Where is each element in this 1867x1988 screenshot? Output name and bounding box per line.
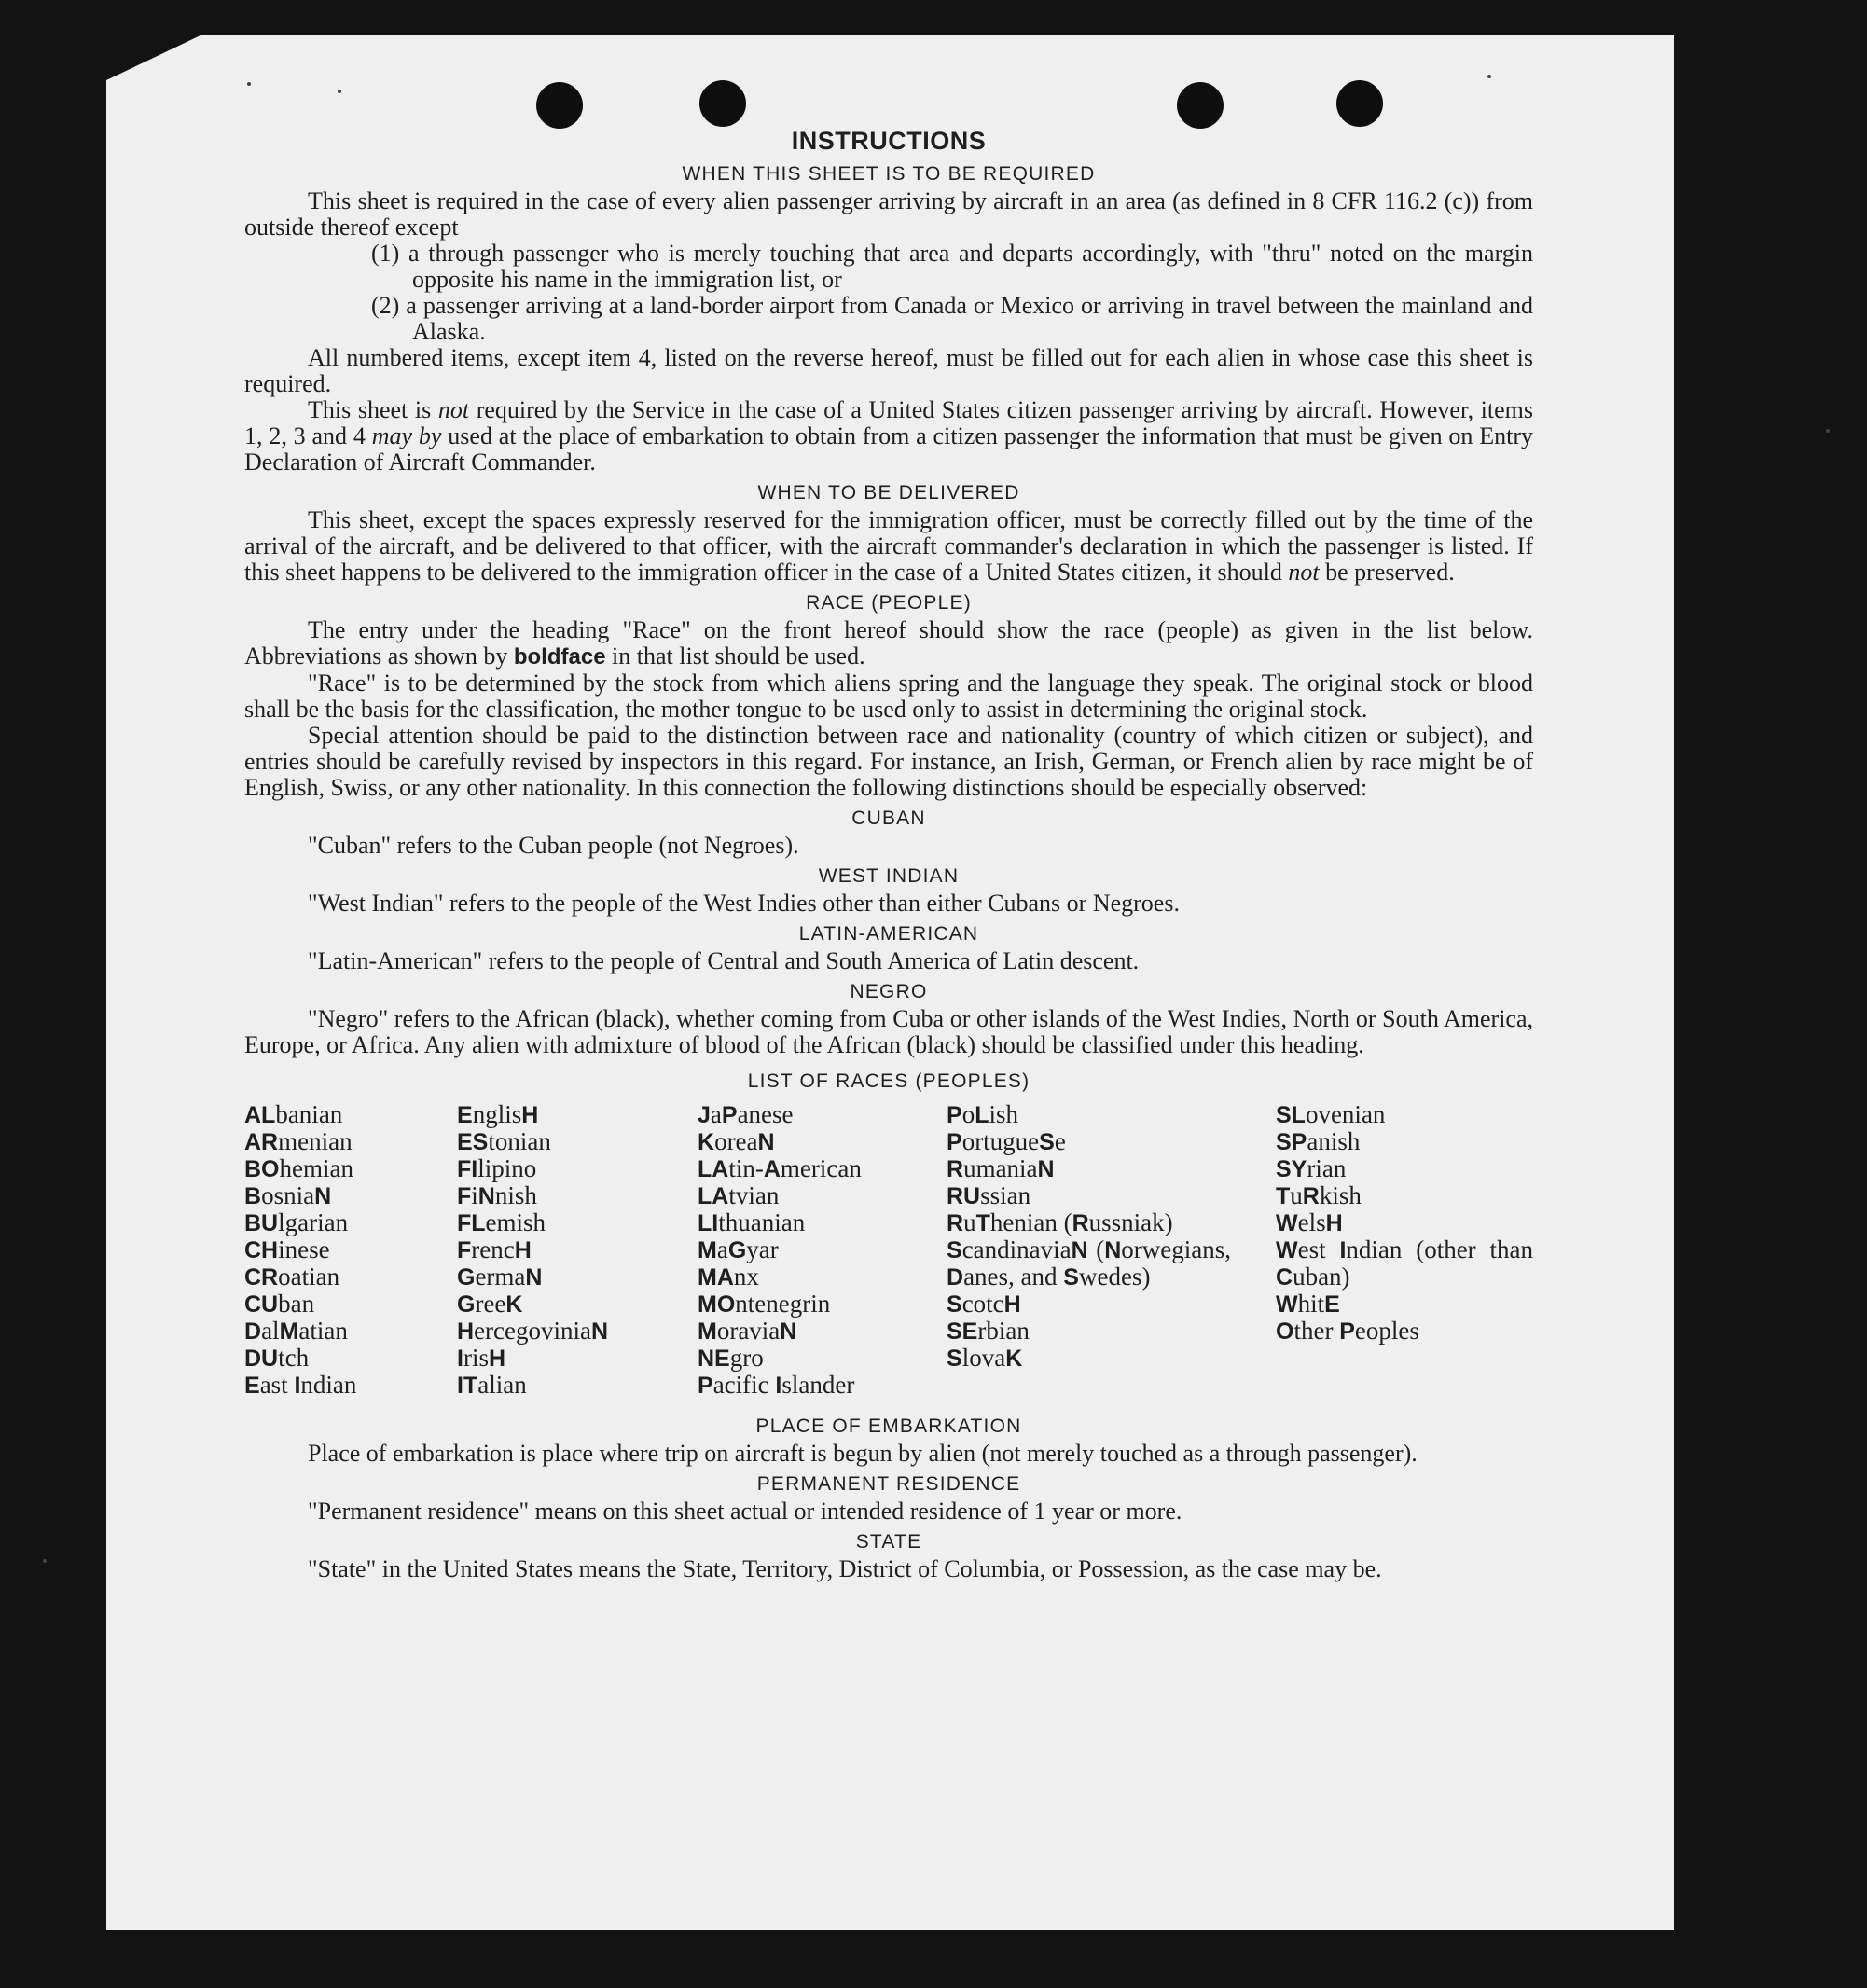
heading-race: RACE (PEOPLE) bbox=[806, 592, 972, 614]
heading-list-of-races: LIST OF RACES (PEOPLES) bbox=[747, 1070, 1030, 1092]
speck bbox=[247, 82, 251, 86]
race-item: HercegoviniaN bbox=[457, 1317, 609, 1345]
heading-negro: NEGRO bbox=[850, 981, 928, 1002]
para-delivered: This sheet, except the spaces expressly reserved for the immigration officer, must be correctly filled out by the time of the arrival of the aircraft, and be delivered to that officer, with the aircraft commander's declaration in which the passenger is listed. If this sheet happens to be delivered to the immigration officer in the case of a United States citizen, it should not be preserved. bbox=[244, 506, 1533, 586]
race-item: CRoatian bbox=[244, 1263, 340, 1291]
race-item: DUtch bbox=[244, 1344, 310, 1372]
para-race-entry: The entry under the heading "Race" on the front hereof should show the race (people) as given in the list below. Abbreviations as shown by boldface in that list should be used. bbox=[244, 616, 1533, 670]
race-item: LAtvian bbox=[698, 1181, 780, 1209]
race-column-5 bbox=[1276, 1101, 1533, 1345]
race-item: MaGyar bbox=[698, 1236, 779, 1263]
race-item: CHinese bbox=[244, 1236, 330, 1263]
race-item: EStonian bbox=[457, 1127, 551, 1155]
race-item: MOntenegrin bbox=[698, 1290, 831, 1318]
race-item: EnglisH bbox=[457, 1100, 539, 1128]
race-item: ITalian bbox=[457, 1371, 527, 1399]
para-numbered-items: All numbered items, except item 4, listed on the reverse hereof, must be filled out for each alien in whose case this sheet is required. bbox=[244, 344, 1533, 397]
speck bbox=[338, 90, 341, 93]
speck bbox=[43, 1559, 47, 1563]
para-west-indian: "West Indian" refers to the people of the West Indies other than either Cubans or Negroes. bbox=[308, 890, 1180, 917]
race-item: ALbanian bbox=[244, 1100, 343, 1128]
race-item: WelsH bbox=[1276, 1208, 1343, 1236]
race-item: GreeK bbox=[457, 1290, 523, 1318]
page-title: INSTRUCTIONS bbox=[791, 127, 987, 155]
race-item: BUlgarian bbox=[244, 1208, 349, 1236]
race-item: NEgro bbox=[698, 1344, 764, 1372]
para-embarkation: Place of embarkation is place where trip on aircraft is begun by alien (not merely touched as a through passenger). bbox=[308, 1440, 1418, 1467]
race-item: SYrian bbox=[1276, 1154, 1347, 1182]
race-item: BosniaN bbox=[244, 1181, 332, 1209]
heading-latin-american: LATIN-AMERICAN bbox=[798, 923, 979, 945]
race-item: DalMatian bbox=[244, 1317, 348, 1345]
race-item: FLemish bbox=[457, 1208, 546, 1236]
race-item: SErbian bbox=[947, 1317, 1030, 1345]
race-item: ARmenian bbox=[244, 1127, 353, 1155]
para-cuban: "Cuban" refers to the Cuban people (not Negroes). bbox=[308, 832, 799, 859]
race-item: ScandinaviaN (Norwegians, Danes, and Swedes) bbox=[947, 1236, 1231, 1291]
race-item: SLovenian bbox=[1276, 1100, 1386, 1128]
para-residence: "Permanent residence" means on this sheet actual or intended residence of 1 year or more. bbox=[308, 1498, 1182, 1525]
race-item: LIthuanian bbox=[698, 1208, 806, 1236]
heading-required: WHEN THIS SHEET IS TO BE REQUIRED bbox=[682, 163, 1096, 185]
race-column-1 bbox=[244, 1101, 449, 1399]
race-item: RumaniaN bbox=[947, 1154, 1055, 1182]
race-item: FIlipino bbox=[457, 1154, 537, 1182]
punch-hole bbox=[536, 82, 583, 129]
race-column-2 bbox=[457, 1101, 690, 1399]
para-state: "State" in the United States means the State, Territory, District of Columbia, or Possession, as the case may be. bbox=[308, 1555, 1382, 1582]
exception-item-2: (2) a passenger arriving at a land-border airport from Canada or Mexico or arriving in travel between the mainland and Alaska. bbox=[371, 292, 1533, 345]
race-item: JaPanese bbox=[698, 1100, 794, 1128]
race-item: SPanish bbox=[1276, 1127, 1361, 1155]
speck bbox=[1487, 75, 1491, 78]
exception-item-1: (1) a through passenger who is merely touching that area and departs accordingly, with "thru" noted on the margin opposite his name in the immigration list, or bbox=[371, 240, 1533, 293]
punch-hole bbox=[699, 80, 746, 127]
para-negro: "Negro" refers to the African (black), whether coming from Cuba or other islands of the West Indies, North or South America, Europe, or Africa. Any alien with admixture of blood of the African (black) should be classified under this heading. bbox=[244, 1005, 1533, 1058]
race-item: SlovaK bbox=[947, 1344, 1023, 1372]
para-race-stock: "Race" is to be determined by the stock from which aliens spring and the language they speak. The original stock or blood shall be the basis for the classification, the mother tongue to be used only to assist in determining the original stock. bbox=[244, 670, 1533, 723]
race-item: RuThenian (Russniak) bbox=[947, 1208, 1173, 1236]
race-column-3 bbox=[698, 1101, 940, 1399]
race-item: WhitE bbox=[1276, 1290, 1340, 1318]
race-item: MoraviaN bbox=[698, 1317, 797, 1345]
heading-cuban: CUBAN bbox=[851, 808, 926, 829]
race-item: IrisH bbox=[457, 1344, 506, 1372]
race-item: Pacific Islander bbox=[698, 1371, 855, 1399]
para-required-intro: This sheet is required in the case of every alien passenger arriving by aircraft in an area (as defined in 8 CFR 116.2 (c)) from outside thereof except bbox=[244, 187, 1533, 241]
speck bbox=[1826, 429, 1830, 433]
race-item: TuRkish bbox=[1276, 1181, 1362, 1209]
punch-hole bbox=[1177, 82, 1224, 129]
race-item: ScotcH bbox=[947, 1290, 1021, 1318]
race-item: PoLish bbox=[947, 1100, 1018, 1128]
race-item: East Indian bbox=[244, 1371, 357, 1399]
race-item: KoreaN bbox=[698, 1127, 775, 1155]
race-item: FrencH bbox=[457, 1236, 532, 1263]
instructions-body bbox=[244, 125, 1533, 1582]
para-citizen: This sheet is not required by the Service in the case of a United States citizen passenger arriving by aircraft. However, items 1, 2, 3 and 4 may by used at the place of embarkation to obtain from a citizen passenger the information that must be given on Entry Declaration of Aircraft Commander. bbox=[244, 396, 1534, 476]
race-list bbox=[244, 1101, 1533, 1409]
heading-state: STATE bbox=[855, 1531, 922, 1553]
race-column-4 bbox=[947, 1101, 1231, 1372]
para-race-nationality: Special attention should be paid to the distinction between race and nationality (country of which citizen or subject), and entries should be carefully revised by inspectors in this regard. For instance, an Irish, German, or French alien by race might be of English, Swiss, or any other nationality. In this connection the following distinctions should be especially observed: bbox=[244, 722, 1533, 801]
heading-delivered: WHEN TO BE DELIVERED bbox=[757, 482, 1020, 504]
punch-hole bbox=[1336, 80, 1383, 127]
heading-residence: PERMANENT RESIDENCE bbox=[756, 1473, 1021, 1495]
heading-west-indian: WEST INDIAN bbox=[818, 865, 960, 887]
race-item: FiNnish bbox=[457, 1181, 537, 1209]
race-item: West Indian (other than Cuban) bbox=[1276, 1236, 1533, 1291]
race-item: Other Peoples bbox=[1276, 1317, 1419, 1345]
race-item: LAtin-American bbox=[698, 1154, 862, 1182]
race-item: MAnx bbox=[698, 1263, 759, 1291]
race-item: RUssian bbox=[947, 1181, 1031, 1209]
race-item: PortugueSe bbox=[947, 1127, 1066, 1155]
heading-embarkation: PLACE OF EMBARKATION bbox=[755, 1415, 1022, 1437]
para-latin-american: "Latin-American" refers to the people of Central and South America of Latin descent. bbox=[308, 947, 1140, 974]
race-item: CUban bbox=[244, 1290, 315, 1318]
race-item: BOhemian bbox=[244, 1154, 353, 1182]
race-item: GermaN bbox=[457, 1263, 543, 1291]
